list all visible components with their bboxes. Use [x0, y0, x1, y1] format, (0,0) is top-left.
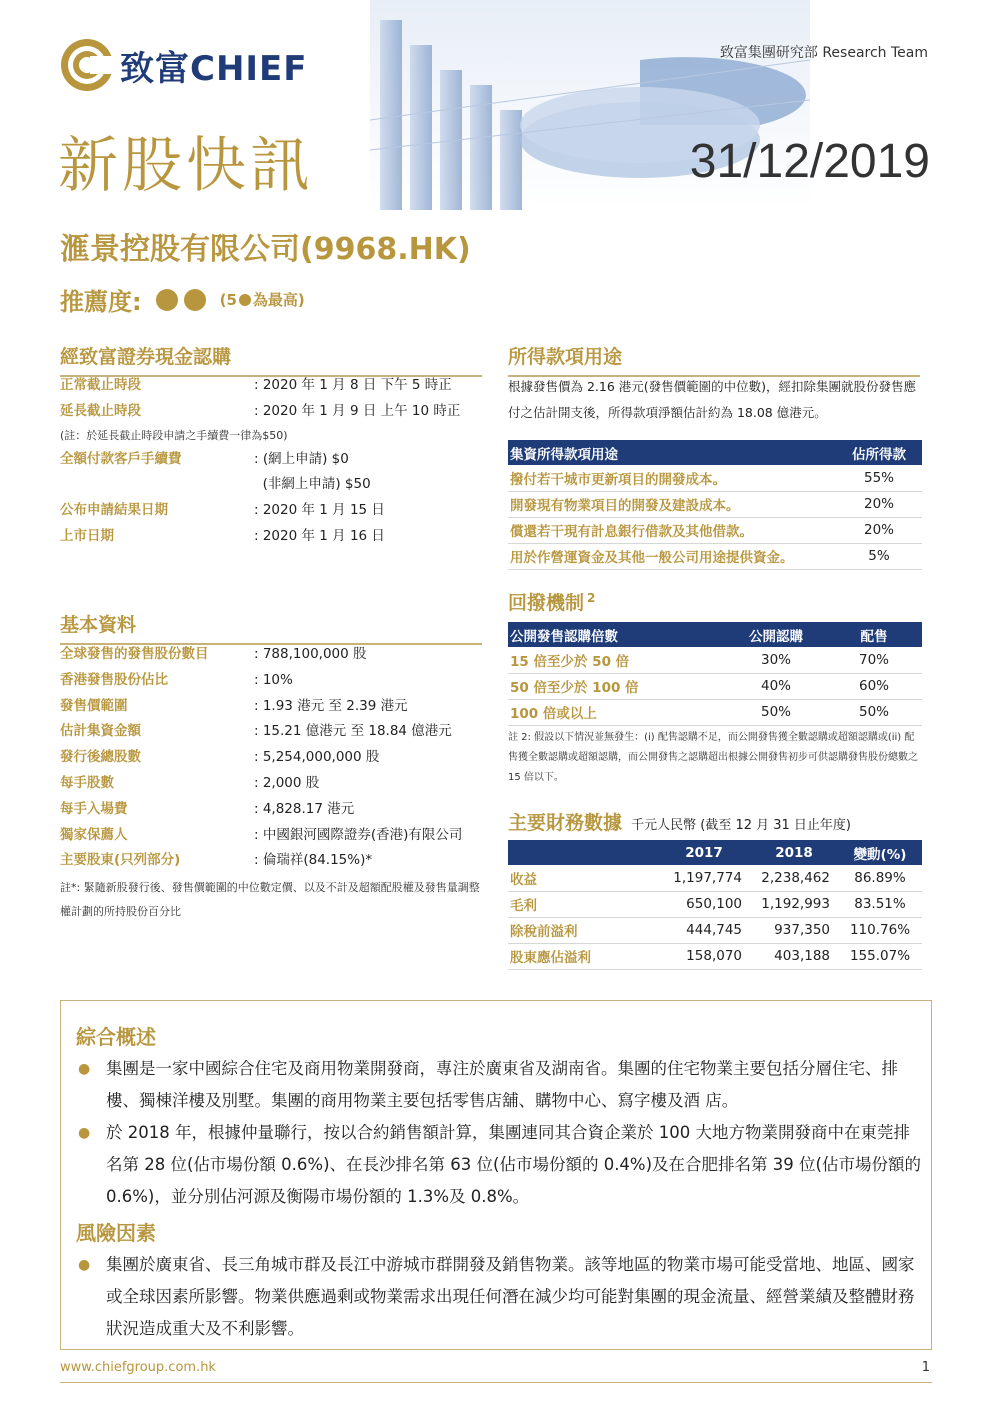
header	[0, 0, 992, 210]
report-date: 31/12/2019	[689, 135, 930, 188]
basic-info	[60, 642, 490, 924]
table-row	[508, 943, 922, 969]
risk-bullet: ● 集團於廣東省、長三角城市群及長江中游城市群開發及銷售物業。該等地區的物業市場可能受當地、地區、國家或全球因素所影響。物業供應過剩或物業需求出現任何潛在減少均可能對集團的現金流量、經營業績及整體財務狀況造成重大及不利影響。	[76, 1249, 921, 1345]
kv-row	[60, 642, 490, 668]
rating-dot-icon	[156, 289, 178, 311]
fin-2018: 2,238,462	[750, 865, 838, 891]
clawback-range: 50 倍至少於 100 倍	[508, 673, 726, 699]
fin-change: 83.51%	[838, 891, 922, 917]
kv-row	[60, 472, 482, 498]
kv-row	[60, 447, 482, 473]
proceeds-table	[508, 440, 922, 570]
kv-value: : 2020 年 1 月 16 日	[254, 527, 385, 544]
rating-label: 推薦度:	[60, 288, 142, 316]
kv-key: 發售價範圍	[60, 697, 128, 714]
kv-value: : 4,828.17 港元	[254, 800, 355, 817]
research-team-label: 致富集團研究部 Research Team	[719, 45, 928, 61]
financials-table	[508, 840, 922, 970]
fin-2018: 403,188	[750, 943, 838, 969]
proceeds-pct: 20%	[836, 517, 922, 543]
kv-row	[60, 745, 490, 771]
kv-value: : 2020 年 1 月 9 日 上午 10 時正	[254, 402, 461, 419]
kv-row	[60, 498, 482, 524]
table-row	[508, 917, 922, 943]
fin-item: 除稅前溢利	[508, 917, 658, 943]
proceeds-use: 撥付若干城市更新項目的開發成本。	[508, 465, 836, 491]
kv-key: 全額付款客戶手續費	[60, 450, 182, 467]
clawback-public: 50%	[726, 699, 826, 725]
bullet-dot-icon: ●	[78, 1125, 91, 1141]
footer-url[interactable]: www.chiefgroup.com.hk	[60, 1360, 216, 1375]
proceeds-pct: 55%	[836, 465, 922, 491]
kv-row	[60, 524, 482, 550]
clawback-title: 回撥機制 $^2$	[508, 590, 596, 614]
kv-key: 正常截止時段	[60, 377, 141, 393]
rating	[60, 282, 305, 317]
fin-2017: 1,197,774	[658, 865, 750, 891]
table-row	[508, 647, 922, 673]
kv-row	[60, 823, 490, 849]
kv-key: 上市日期	[60, 527, 114, 544]
bullet-dot-icon: ●	[78, 1061, 91, 1077]
overview-title: 綜合概述	[76, 1025, 156, 1049]
clawback-footnote-ref: 2	[587, 590, 596, 605]
risk-title: 風險因素	[76, 1221, 156, 1245]
footer-divider	[60, 1382, 932, 1383]
table-header: 集資所得款項用途	[508, 440, 836, 465]
rating-note-dot-icon	[239, 294, 251, 306]
kv-key: 全球發售的發售股份數目	[60, 646, 209, 662]
fin-2017: 158,070	[658, 943, 750, 969]
proceeds-title: 所得款項用途	[508, 342, 920, 377]
clawback-range: 15 倍至少於 50 倍	[508, 647, 726, 673]
table-header	[508, 840, 658, 865]
clawback-public: 30%	[726, 647, 826, 673]
kv-value: : 15.21 億港元 至 18.84 億港元	[254, 723, 452, 740]
fin-change: 110.76%	[838, 917, 922, 943]
logo-text: 致富CHIEF	[120, 48, 308, 89]
kv-value: : 10%	[254, 671, 293, 688]
kv-row	[60, 719, 490, 745]
table-header-row	[508, 622, 922, 647]
financials-subtitle: 千元人民幣 (截至 12 月 31 日止年度)	[631, 818, 851, 833]
rating-note: (5 為最高)	[219, 290, 305, 309]
bullet-dot-icon: ●	[78, 1257, 91, 1273]
table-header: 2018	[750, 840, 838, 865]
kv-value: : 788,100,000 股	[254, 646, 367, 662]
page-title: 新股快訊	[58, 131, 314, 201]
table-header: 公開認購	[726, 622, 826, 647]
table-header: 公開發售認購倍數	[508, 622, 726, 647]
fin-2017: 444,745	[658, 917, 750, 943]
kv-row	[60, 373, 482, 399]
table-header: 配售	[826, 622, 922, 647]
logo	[60, 38, 308, 92]
kv-row	[60, 848, 490, 874]
fin-item: 毛利	[508, 891, 658, 917]
clawback-public: 40%	[726, 673, 826, 699]
kv-key: 香港發售股份佔比	[60, 671, 168, 688]
table-header: 2017	[658, 840, 750, 865]
kv-key	[60, 472, 254, 498]
kv-row	[60, 694, 490, 720]
kv-key: 主要股東(只列部分)	[60, 852, 181, 869]
summary-box	[60, 1000, 932, 1350]
financials-title: 主要財務數據	[508, 812, 623, 834]
kv-value: : 5,254,000,000 股	[254, 749, 380, 766]
rating-dot-icon	[184, 289, 206, 311]
table-row	[508, 699, 922, 725]
page-number: 1	[921, 1360, 930, 1375]
kv-row	[60, 668, 490, 694]
subscription-title: 經致富證券現金認購	[60, 342, 482, 377]
fin-2018: 937,350	[750, 917, 838, 943]
basic-info-note: 註*: 緊隨新股發行後、發售價範圍的中位數定價、以及不計及超額配股權及發售量調整權計劃的所持股份百分比	[60, 881, 480, 919]
clawback-table	[508, 622, 922, 726]
kv-key: 估計集資金額	[60, 723, 141, 740]
kv-row	[60, 399, 482, 425]
fin-2017: 650,100	[658, 891, 750, 917]
kv-key: 獨家保薦人	[60, 826, 128, 843]
table-header: 變動(%)	[838, 840, 922, 865]
kv-row	[60, 797, 490, 823]
overview-bullet: ● 於 2018 年，根據仲量聯行，按以合約銷售額計算，集團連同其合資企業於 100 大地方物業開發商中在東莞排名第 28 位(佔市場份額 0.6%)、在長沙排名第 63 位(佔市場份額的 0.4%)及在合肥排名第 39 位(佔市場份額的 0.6%)，並分別佔河源及衡陽市場份額的 1.3%及 0.8%。	[76, 1117, 921, 1213]
kv-value: : 2020 年 1 月 15 日	[254, 502, 385, 519]
table-row	[508, 891, 922, 917]
kv-key: 每手入場費	[60, 800, 128, 817]
table-row	[508, 465, 922, 491]
proceeds-pct: 5%	[836, 543, 922, 569]
logo-mark-icon	[60, 38, 114, 92]
clawback-note: 註 2: 假設以下情況並無發生：(i) 配售認購不足，而公開發售獲全數認購或超額認購或(ii) 配售獲全數認購或超額認購，而公開發售之認購超出根據公開發售初步可供認購發售股份總數之 15 倍以下。	[508, 732, 918, 783]
fin-2018: 1,192,993	[750, 891, 838, 917]
table-row	[508, 517, 922, 543]
kv-value: : 2,000 股	[254, 774, 320, 791]
company-name: 滙景控股有限公司(9968.HK)	[60, 232, 471, 267]
fin-change: 155.07%	[838, 943, 922, 969]
clawback-placing: 60%	[826, 673, 922, 699]
fin-item: 收益	[508, 865, 658, 891]
kv-value: : 2020 年 1 月 8 日 下午 5 時正	[254, 377, 452, 393]
kv-value: : 中國銀河國際證券(香港)有限公司	[254, 826, 463, 843]
kv-value: : 倫瑞祥(84.15%)*	[254, 852, 373, 869]
kv-key: 發行後總股數	[60, 749, 141, 766]
proceeds-intro: 根據發售價為 2.16 港元(發售價範圍的中位數)，經扣除集團就股份發售應付之估計開支後，所得款項淨額估計約為 18.08 億港元。	[508, 379, 917, 420]
kv-key: 延長截止時段	[60, 402, 141, 419]
kv-value: : 1.93 港元 至 2.39 港元	[254, 697, 408, 714]
financials-heading	[508, 808, 922, 835]
proceeds-pct: 20%	[836, 491, 922, 517]
table-header-row	[508, 440, 922, 465]
proceeds-use: 償還若干現有計息銀行借款及其他借款。	[508, 517, 836, 543]
clawback-range: 100 倍或以上	[508, 699, 726, 725]
kv-row	[60, 771, 490, 797]
table-header: 佔所得款	[836, 440, 922, 465]
table-header-row	[508, 840, 922, 865]
table-row	[508, 543, 922, 569]
table-row	[508, 865, 922, 891]
fin-change: 86.89%	[838, 865, 922, 891]
overview-bullet: ● 集團是一家中國綜合住宅及商用物業開發商，專注於廣東省及湖南省。集團的住宅物業主要包括分層住宅、排樓、獨棟洋樓及別墅。集團的商用物業主要包括零售店舖、購物中心、寫字樓及酒 店。	[76, 1053, 921, 1117]
proceeds-use: 開發現有物業項目的開發及建設成本。	[508, 491, 836, 517]
clawback-placing: 70%	[826, 647, 922, 673]
proceeds-use: 用於作營運資金及其他一般公司用途提供資金。	[508, 543, 836, 569]
subscription-info	[60, 373, 482, 550]
kv-value: (非網上申請) $50	[254, 476, 371, 493]
table-row	[508, 673, 922, 699]
clawback-placing: 50%	[826, 699, 922, 725]
fin-item: 股東應佔溢利	[508, 943, 658, 969]
kv-value: : (網上申請) $0	[254, 450, 349, 467]
table-row	[508, 491, 922, 517]
kv-key: 公布申請結果日期	[60, 502, 168, 519]
kv-key: 每手股數	[60, 774, 114, 791]
subscription-note: (註：於延長截止時段申請之手續費一律為$50)	[60, 428, 288, 442]
basic-info-title: 基本資料	[60, 610, 482, 645]
